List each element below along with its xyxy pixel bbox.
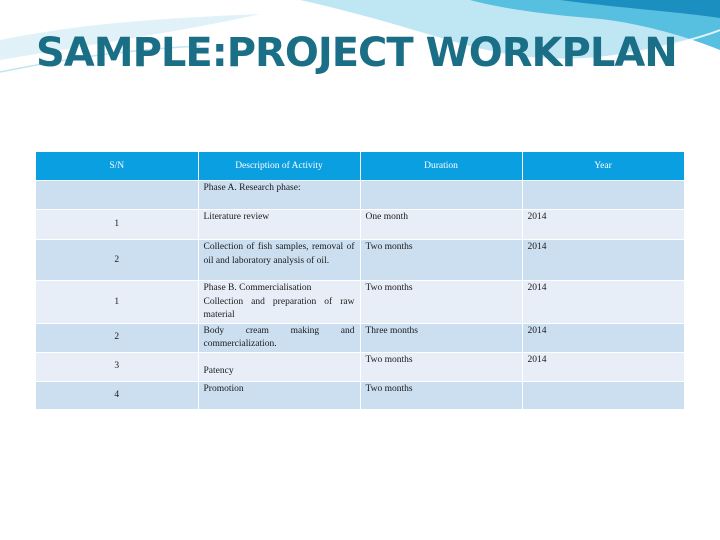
workplan-table	[36, 152, 685, 409]
phase-heading: Phase B. Commercialisation	[203, 283, 312, 293]
cell-description: Phase A. Research phase:	[198, 181, 360, 210]
cell-duration: One month	[360, 210, 522, 240]
cell-sn: 4	[36, 381, 198, 409]
cell-year: 2014	[522, 352, 684, 381]
table-row	[36, 323, 684, 352]
cell-description: Patency	[198, 352, 360, 381]
table-row	[36, 181, 684, 210]
cell-description: Literature review	[198, 210, 360, 240]
cell-description: Collection of fish samples, removal of oil and laboratory analysis of oil.	[198, 240, 360, 281]
cell-sn: 3	[36, 352, 198, 381]
cell-sn	[36, 181, 198, 210]
cell-sn: 2	[36, 240, 198, 281]
header-sn: S/N	[36, 152, 198, 181]
cell-year: 2014	[522, 240, 684, 281]
cell-year: 2014	[522, 281, 684, 324]
table-row	[36, 352, 684, 381]
cell-duration: Three months	[360, 323, 522, 352]
cell-duration	[360, 181, 522, 210]
cell-sn: 1	[36, 281, 198, 324]
cell-year: 2014	[522, 323, 684, 352]
cell-duration: Two months	[360, 281, 522, 324]
cell-year	[522, 381, 684, 409]
header-duration: Duration	[360, 152, 522, 181]
cell-year	[522, 181, 684, 210]
cell-sn: 2	[36, 323, 198, 352]
cell-description	[198, 281, 360, 324]
header-description: Description of Activity	[198, 152, 360, 181]
cell-duration: Two months	[360, 352, 522, 381]
phase-activity: Collection and preparation of raw material	[203, 296, 355, 320]
slide-title: SAMPLE:PROJECT WORKPLAN	[36, 30, 677, 76]
header-year: Year	[522, 152, 684, 181]
table-row	[36, 381, 684, 409]
cell-duration: Two months	[360, 381, 522, 409]
cell-duration: Two months	[360, 240, 522, 281]
table-header-row	[36, 152, 684, 181]
table-row	[36, 240, 684, 281]
cell-description: Promotion	[198, 381, 360, 409]
table-row	[36, 210, 684, 240]
cell-description: Body cream making and commercialization.	[198, 323, 360, 352]
cell-sn: 1	[36, 210, 198, 240]
cell-year: 2014	[522, 210, 684, 240]
table-row	[36, 281, 684, 324]
